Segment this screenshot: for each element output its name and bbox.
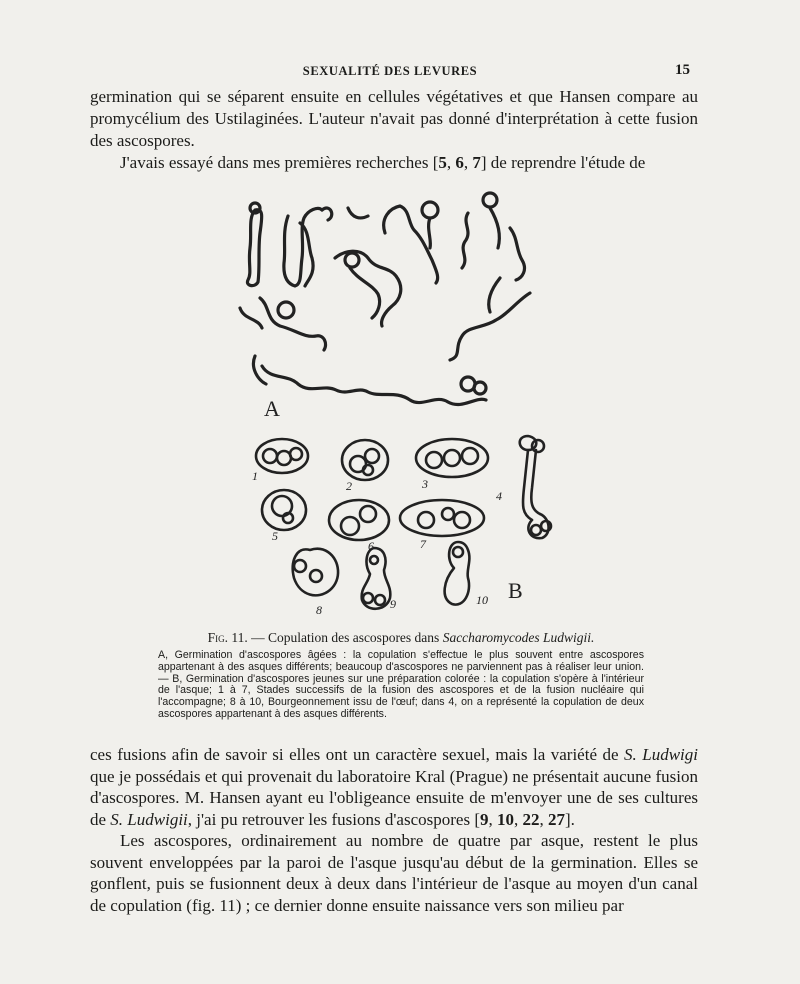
paragraph-recherches-end: ] de reprendre l'étude de	[480, 153, 646, 172]
cell-number-4: 4	[496, 489, 502, 503]
caption-figure-label: Fig. 11.	[207, 630, 248, 645]
top-text-block	[90, 86, 698, 174]
paragraph-fusions-part-a: ces fusions afin de savoir si elles ont un caractère sexuel, mais la variété de	[90, 745, 625, 764]
cell-number-3: 3	[422, 477, 428, 491]
cell-number-7: 7	[420, 537, 426, 551]
panel-b-label: B	[508, 578, 523, 603]
cell-number-5: 5	[272, 529, 278, 543]
paragraph-germination: germination qui se séparent ensuite en cellules végétatives et que Hansen compare au promycélium des Ustilaginées. L'auteur n'avait pas donné d'interprétation à cette fusion des ascospores.	[90, 87, 698, 150]
cell-number-8: 8	[316, 603, 322, 617]
panel-b-drawing	[256, 436, 551, 609]
page-number: 15	[675, 62, 690, 78]
reference-5: 5	[438, 153, 447, 172]
cell-number-9: 9	[390, 597, 396, 611]
bottom-text-block	[90, 744, 698, 916]
cell-number-1: 1	[252, 469, 258, 483]
reference-9: 9	[480, 809, 489, 829]
reference-27: 27	[548, 809, 565, 829]
figure-caption	[158, 630, 644, 721]
caption-title	[158, 630, 644, 646]
paragraph-ascospores: Les ascospores, ordinairement au nombre de quatre par asque, restent le plus souvent enveloppées par la paroi de l'asque jusqu'au début de la germination. Elles se gonflent, puis se fusionnent deux à deux dans l'intérieur de l'asque au moyen d'un canal de copulation (fig. 11) ; ce dernier donne ensuite naissance vers son milieu par	[90, 831, 698, 915]
paragraph-fusions-part-b: que je possédais et qui provenait du laboratoire Kral (Prague) ne présentait aucune fusion d'ascospores. M. Hansen ayant eu l'obligeance ensuite de m'envoyer une de ses cultures de	[90, 766, 698, 829]
caption-title-text: — Copulation des ascospores dans	[247, 630, 443, 645]
page-header	[90, 62, 690, 82]
reference-7: 7	[472, 153, 481, 172]
paragraph-recherches-start: J'avais essayé dans mes premières recherches [	[120, 153, 439, 172]
cell-number-2: 2	[346, 479, 352, 493]
caption-species: Saccharomycodes Ludwigii.	[442, 630, 595, 645]
figure-11	[200, 188, 650, 628]
paragraph-fusions-part-d: ].	[565, 809, 575, 829]
reference-10: 10	[497, 809, 514, 829]
caption-body: A, Germination d'ascospores âgées : la copulation s'effectue le plus souvent entre ascospores appartenant à des asques différents; beaucoup d'ascospores ne parviennent pas à réaliser leur union. — B, Germination d'ascospores jeunes sur une préparation colorée : la copulation s'opère à l'intérieur de l'asque; 1 à 7, Stades successifs de la fusion des ascospores et de la fusion nucléaire qui l'accompagne; 8 à 10, Bourgeonnement issu de l'œuf; dans 4, on a représenté la copulation de deux ascospores appartenant à des asques différents.	[158, 649, 644, 720]
panel-a-label: A	[264, 396, 280, 421]
reference-22: 22	[522, 809, 540, 829]
paragraph-recherches: J'avais essayé dans mes premières recherches [5, 6, 7] de reprendre l'étude de	[120, 153, 646, 172]
running-title: SEXUALITÉ DES LEVURES	[302, 64, 478, 78]
panel-a-drawing	[240, 193, 530, 405]
cell-number-10: 10	[476, 593, 488, 607]
paragraph-fusions: ces fusions afin de savoir si elles ont un caractère sexuel, mais la variété de S. Ludwigi que je possédais et qui provenait du laboratoire Kral (Prague) ne présentait aucune fusion d'ascospores. M. Hansen ayant eu l'obligeance ensuite de m'envoyer une de ses cultures de S. Ludwigii, j'ai pu retrouver les fusions d'ascospores [9, 10, 22, 27].	[90, 745, 698, 829]
figure-illustration	[200, 188, 650, 628]
reference-6: 6	[455, 153, 464, 172]
paragraph-fusions-part-c: , j'ai pu retrouver les fusions d'ascospores [	[187, 809, 480, 829]
species-name: S. Ludwigi	[624, 745, 698, 764]
species-name: S. Ludwigii	[110, 809, 188, 829]
cell-number-6: 6	[368, 539, 374, 553]
